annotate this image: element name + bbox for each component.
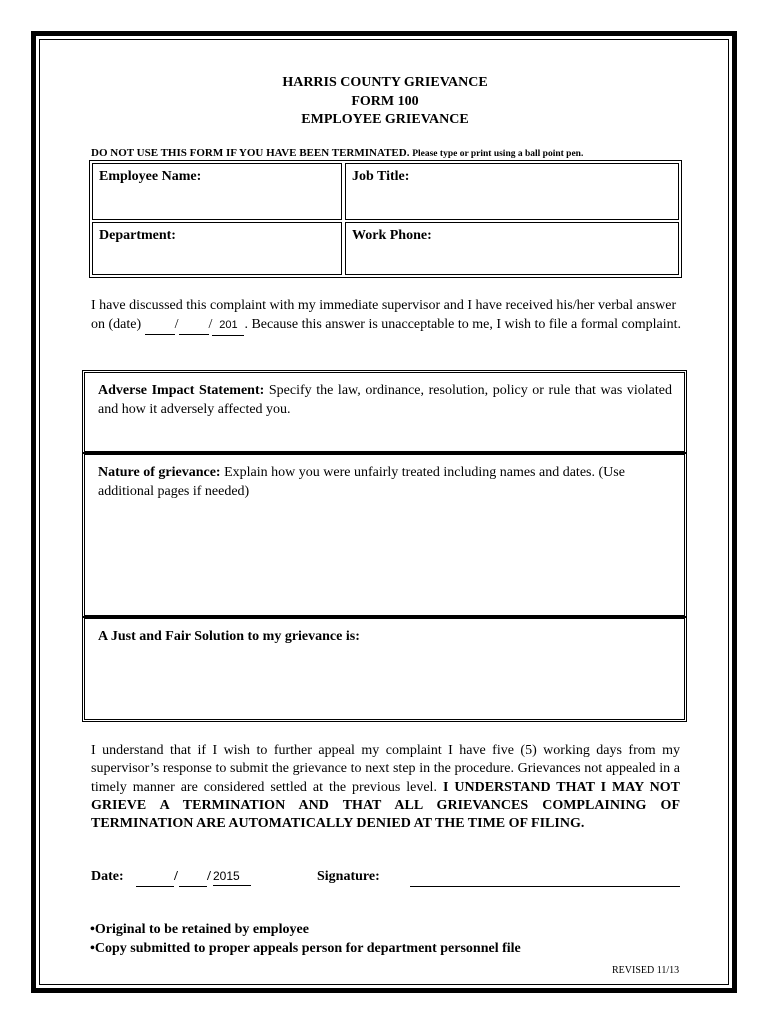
discussion-text-end: . Because this answer is unacceptable to me, I wish to file a formal complaint. bbox=[244, 317, 682, 332]
nature-text: Explain how you were unfairly treated including names and dates. (Use additional pages if needed) bbox=[98, 465, 625, 499]
work-phone-field[interactable] bbox=[345, 222, 679, 275]
solution-label: A Just and Fair Solution to my grievance is: bbox=[98, 629, 360, 644]
nature-label: Nature of grievance: bbox=[98, 465, 221, 480]
employee-name-field[interactable] bbox=[92, 163, 342, 220]
date-separator-1: / bbox=[174, 317, 179, 332]
department-label: Department: bbox=[99, 228, 176, 243]
nature-of-grievance-instructions bbox=[98, 463, 672, 501]
termination-notice bbox=[91, 147, 583, 159]
bullet-text-original: Original to be retained by employee bbox=[94, 922, 309, 937]
nature-of-grievance-box[interactable] bbox=[82, 452, 687, 618]
signoff-separator-2: / bbox=[207, 869, 211, 884]
bullet-icon: • bbox=[90, 922, 95, 937]
date-signature-row bbox=[91, 869, 691, 889]
revision-date: REVISED 11/13 bbox=[612, 965, 680, 976]
signoff-month-blank[interactable] bbox=[136, 871, 174, 887]
understand-text: I understand that if I wish to further appeal my complaint I have five (5) working days from my supervisor’s response to submit the grievance to next step in the procedure. Grievances not appealed in a timely manner are considered settled at the previous level. bbox=[91, 743, 680, 795]
date-year-blank[interactable]: 201 bbox=[212, 316, 244, 336]
discussion-text-start: I have discussed this complaint with my immediate supervisor and I have received his/her verbal answer on (date) bbox=[91, 298, 677, 332]
form-title-number: FORM 100 bbox=[351, 94, 419, 109]
job-title-field[interactable] bbox=[345, 163, 679, 220]
signoff-day-blank[interactable] bbox=[179, 871, 207, 887]
form-title-county: HARRIS COUNTY GRIEVANCE bbox=[282, 75, 488, 90]
employee-info-grid bbox=[89, 160, 682, 278]
bullet-icon: • bbox=[90, 941, 95, 956]
signoff-separator-1: / bbox=[174, 869, 178, 884]
work-phone-label: Work Phone: bbox=[352, 228, 432, 243]
distribution-item-original bbox=[90, 922, 309, 938]
distribution-item-copy bbox=[90, 941, 521, 957]
signoff-year[interactable]: 2015 bbox=[213, 869, 251, 886]
department-field[interactable] bbox=[92, 222, 342, 275]
bullet-text-copy: Copy submitted to proper appeals person for department personnel file bbox=[94, 941, 521, 956]
date-label: Date: bbox=[91, 869, 124, 884]
employee-name-label: Employee Name: bbox=[99, 169, 202, 184]
form-title-type: EMPLOYEE GRIEVANCE bbox=[301, 112, 469, 127]
signature-label: Signature: bbox=[317, 869, 380, 884]
notice-main: DO NOT USE THIS FORM IF YOU HAVE BEEN TERMINATED. bbox=[91, 147, 410, 159]
date-separator-2: / bbox=[208, 317, 213, 332]
solution-instructions bbox=[98, 627, 672, 646]
termination-warning: I UNDERSTAND THAT I MAY NOT GRIEVE A TERMINATION AND THAT ALL GRIEVANCES COMPLAINING OF TERMINATION ARE AUTOMATICALLY DENIED AT THE TIME OF FILING. bbox=[91, 779, 680, 832]
adverse-impact-text: Specify the law, ordinance, resolution, policy or rule that was violated and how it adversely affected you. bbox=[98, 383, 672, 417]
date-month-blank[interactable] bbox=[145, 315, 175, 335]
adverse-impact-box[interactable] bbox=[82, 370, 687, 454]
adverse-impact-instructions bbox=[98, 381, 672, 419]
signature-line[interactable] bbox=[410, 871, 680, 887]
adverse-impact-label: Adverse Impact Statement: bbox=[98, 383, 265, 398]
appeal-understanding-statement bbox=[91, 742, 680, 833]
date-day-blank[interactable] bbox=[179, 315, 209, 335]
job-title-label: Job Title: bbox=[352, 169, 410, 184]
notice-instruction: Please type or print using a ball point pen. bbox=[412, 149, 584, 159]
solution-box[interactable] bbox=[82, 616, 687, 722]
supervisor-discussion-statement bbox=[91, 296, 683, 336]
